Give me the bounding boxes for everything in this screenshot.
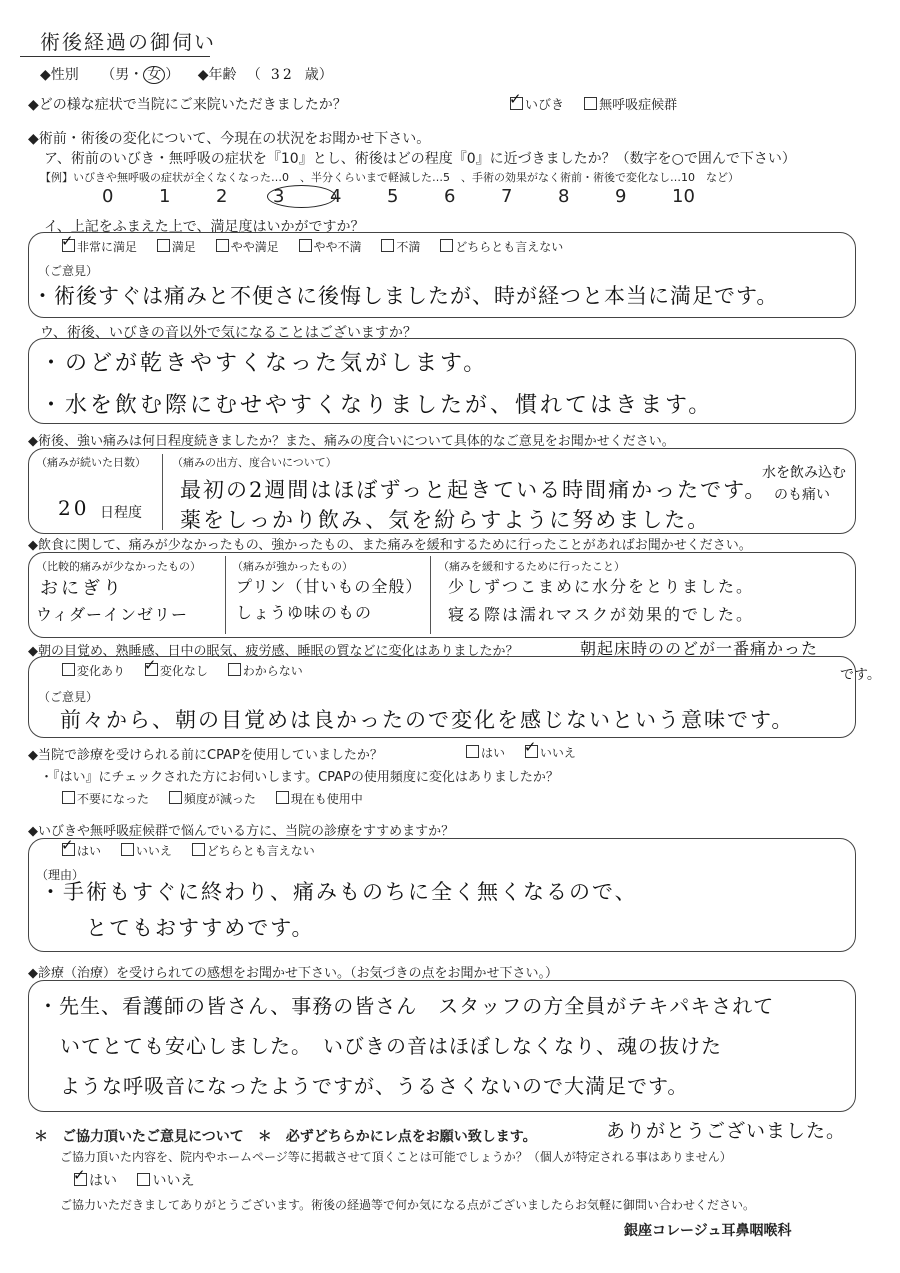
days-unit: 日程度 bbox=[100, 505, 142, 521]
checkbox-checked[interactable] bbox=[74, 1173, 87, 1186]
scale-10[interactable]: 10 bbox=[672, 186, 695, 207]
option-no[interactable]: いいえ bbox=[137, 1170, 194, 1190]
option-no[interactable]: いいえ bbox=[121, 842, 172, 859]
gender-open: （男・ bbox=[101, 67, 144, 83]
pain-detail-label: （痛みの出方、度合いについて） bbox=[172, 456, 337, 469]
q2-sub-i: イ、上記をふまえた上で、満足度はいかがですか？ bbox=[44, 219, 365, 235]
cpap-options bbox=[466, 744, 592, 761]
checkbox[interactable] bbox=[466, 745, 479, 758]
checkbox[interactable] bbox=[169, 791, 182, 804]
checkbox[interactable] bbox=[62, 791, 75, 804]
scale-6[interactable]: 6 bbox=[444, 186, 456, 207]
relief-item[interactable]: 少しずつこまめに水分をとりました。 bbox=[448, 577, 755, 596]
gender-selected[interactable]: 女 bbox=[143, 66, 165, 84]
relief-label: （痛みを緩和するために行ったこと） bbox=[438, 560, 625, 573]
sleep-opinion-answer[interactable]: 前々から、朝の目覚めは良かったので変化を感じないという意味です。 bbox=[60, 708, 795, 732]
consent-options bbox=[74, 1170, 210, 1190]
gender-close: ） bbox=[165, 67, 180, 83]
q2-scale bbox=[102, 185, 729, 208]
option-very-satisfied[interactable]: ✓非常に満足 bbox=[62, 238, 137, 255]
pain-side-note-2[interactable]: のも痛い bbox=[774, 487, 830, 503]
checkbox-checked[interactable] bbox=[525, 745, 538, 758]
scale-1[interactable]: 1 bbox=[159, 186, 171, 207]
pain-side-note-1[interactable]: 水を飲み込む bbox=[762, 465, 846, 481]
consent-heading: ＊ ご協力頂いたご意見について ＊ 必ずどちらかにレ点をお願い致します。 bbox=[34, 1129, 537, 1145]
scale-0[interactable]: 0 bbox=[102, 186, 114, 207]
food-divider-1 bbox=[225, 556, 226, 634]
pain-divider bbox=[162, 454, 163, 530]
reason-line2[interactable]: とてもおすすめです。 bbox=[86, 916, 315, 940]
age-close: 歳） bbox=[304, 67, 333, 83]
closing-message: ご協力いただきましてありがとうございます。術後の経過等で何か気になる点がございましたらお気軽に御問い合わせください。 bbox=[60, 1198, 756, 1212]
scale-7[interactable]: 7 bbox=[501, 186, 513, 207]
q2-example: 【例】いびきや無呼吸の症状が全くなくなった…0 、半分くらいまで軽減した…5 、手術の効果がなく術前・術後で変化なし…10 など） bbox=[40, 171, 739, 184]
checkbox[interactable] bbox=[381, 239, 394, 252]
checkbox[interactable] bbox=[62, 663, 75, 676]
checkbox[interactable] bbox=[228, 663, 241, 676]
sleep-opinion-label: （ご意見） bbox=[38, 690, 99, 704]
checkbox-checked[interactable] bbox=[510, 97, 523, 110]
checkbox-checked[interactable] bbox=[62, 843, 75, 856]
strong-pain-item[interactable]: プリン（甘いもの全般） bbox=[236, 577, 423, 596]
q5-heading: ◆朝の目覚め、熟睡感、日中の眠気、疲労感、睡眠の質などに変化はありましたか？ bbox=[28, 644, 519, 659]
age-value[interactable]: 32 bbox=[270, 67, 295, 83]
extra-note-2[interactable]: です。 bbox=[840, 667, 881, 683]
q2-sub-u: ウ、術後、いびきの音以外で気になることはございますか？ bbox=[40, 325, 417, 341]
q7-heading: ◆いびきや無呼吸症候群で悩んでいる方に、当院の診療をすすめますか？ bbox=[28, 824, 455, 839]
option-dissatisfied[interactable]: 不満 bbox=[381, 238, 420, 255]
scale-8[interactable]: 8 bbox=[558, 186, 570, 207]
option-no[interactable]: ✓ いいえ bbox=[525, 744, 576, 761]
option-somewhat-satisfied[interactable]: やや満足 bbox=[216, 238, 279, 255]
page-title: 術後経過の御伺い bbox=[40, 30, 216, 54]
less-pain-item[interactable]: ウィダーインゼリー bbox=[36, 605, 189, 624]
option-yes[interactable]: ✓はい bbox=[62, 842, 101, 859]
q6-heading: ◆当院で診療を受けられる前にCPAPを使用していましたか？ bbox=[28, 748, 383, 763]
concern-answer-line1[interactable]: ・のどが乾きやすくなった気がします。 bbox=[40, 351, 489, 376]
q2-sub-a: ア、術前のいびき・無呼吸の症状を『10』とし、術後はどの程度『0』に近づきましたか？（数字を○で囲んで下さい） bbox=[44, 151, 796, 167]
scale-5[interactable]: 5 bbox=[387, 186, 399, 207]
food-divider-2 bbox=[430, 556, 431, 634]
option-yes[interactable]: はい bbox=[466, 744, 505, 761]
less-pain-item[interactable]: おにぎり bbox=[40, 578, 124, 599]
q3-heading: ◆術後、強い痛みは何日程度続きましたか？また、痛みの度合いについて具体的なご意見をお聞かせください。 bbox=[28, 434, 675, 449]
impression-line2[interactable]: いてとても安心しました。 いびきの音はほぼしなくなり、魂の抜けた bbox=[60, 1034, 722, 1058]
relief-item[interactable]: 寝る際は濡れマスクが効果的でした。 bbox=[448, 605, 755, 624]
checkbox[interactable] bbox=[584, 97, 597, 110]
checkbox[interactable] bbox=[157, 239, 170, 252]
pain-detail-line2[interactable]: 薬をしっかり飲み、気を紛らすように努めました。 bbox=[180, 508, 711, 532]
scale-4[interactable]: 4 bbox=[330, 186, 342, 207]
q6-followup: ・『はい』にチェックされた方にお伺いします。CPAPの使用頻度に変化はありましたか？ bbox=[40, 770, 559, 785]
q2-heading: ◆術前・術後の変化について、今現在の状況をお聞かせ下さい。 bbox=[28, 131, 431, 147]
q1-options bbox=[510, 94, 693, 113]
option-unknown[interactable]: わからない bbox=[228, 662, 303, 679]
q1-question: ◆どの様な症状で当院にご来院いただきましたか？ bbox=[28, 97, 347, 113]
option-yes[interactable]: ✓はい bbox=[74, 1170, 117, 1190]
option-no-change[interactable]: ✓ 変化なし bbox=[145, 662, 208, 679]
checkbox[interactable] bbox=[276, 791, 289, 804]
title-underline bbox=[20, 56, 210, 57]
scale-2[interactable]: 2 bbox=[216, 186, 228, 207]
age-open: （ bbox=[246, 67, 261, 83]
option-neither[interactable]: どちらとも言えない bbox=[192, 842, 315, 859]
impression-line1[interactable]: ・先生、看護師の皆さん、事務の皆さん スタッフの方全員がテキパキされて bbox=[38, 994, 775, 1018]
checkbox[interactable] bbox=[216, 239, 229, 252]
q8-heading: ◆診療（治療）を受けられての感想をお聞かせ下さい。（お気づきの点をお聞かせ下さい。） bbox=[28, 966, 558, 981]
scale-3[interactable]: 3 bbox=[273, 185, 330, 208]
option-changed[interactable]: 変化あり bbox=[62, 662, 125, 679]
recommend-options bbox=[62, 842, 331, 859]
checkbox[interactable] bbox=[137, 1173, 150, 1186]
concern-answer-line2[interactable]: ・水を飲む際にむせやすくなりましたが、慣れてはきます。 bbox=[40, 393, 714, 418]
strong-pain-label: （痛みが強かったもの） bbox=[232, 560, 353, 573]
q4-heading: ◆飲食に関して、痛みが少なかったもの、強かったもの、また痛みを緩和するために行ったことがあればお聞かせください。 bbox=[28, 538, 752, 553]
gender-label: ◆性別 bbox=[40, 67, 79, 83]
option-neither[interactable]: どちらとも言えない bbox=[440, 238, 563, 255]
checkbox[interactable] bbox=[299, 239, 312, 252]
checkbox-checked[interactable] bbox=[145, 663, 158, 676]
gender-row bbox=[40, 64, 333, 84]
scale-9[interactable]: 9 bbox=[615, 186, 627, 207]
option-still-using[interactable]: 現在も使用中 bbox=[276, 790, 363, 807]
days-value[interactable]: 20 bbox=[58, 496, 90, 520]
checkbox[interactable] bbox=[192, 843, 205, 856]
opinion-answer[interactable]: ・術後すぐは痛みと不便さに後悔しましたが、時が経つと本当に満足です。 bbox=[32, 284, 779, 308]
checkbox[interactable] bbox=[121, 843, 134, 856]
reason-line1[interactable]: ・手術もすぐに終わり、痛みものちに全く無くなるので、 bbox=[40, 880, 638, 904]
clinic-name: 銀座コレージュ耳鼻咽喉科 bbox=[624, 1223, 792, 1239]
opinion-label: （ご意見） bbox=[38, 264, 99, 278]
strong-pain-item[interactable]: しょうゆ味のもの bbox=[236, 603, 373, 622]
q1-option-apnea[interactable]: 無呼吸症候群 bbox=[584, 94, 677, 113]
checkbox[interactable] bbox=[440, 239, 453, 252]
pain-detail-line1[interactable]: 最初の2週間はほぼずっと起きている時間痛かったです。 bbox=[180, 478, 768, 502]
option-somewhat-dissatisfied[interactable]: やや不満 bbox=[299, 238, 362, 255]
thanks-handwritten[interactable]: ありがとうございました。 bbox=[606, 1120, 847, 1142]
option-less-frequent[interactable]: 頻度が減った bbox=[169, 790, 256, 807]
q1-option-snoring[interactable]: ✓ いびき bbox=[510, 94, 564, 113]
checkbox-checked[interactable] bbox=[62, 239, 75, 252]
cpap-followup-options bbox=[62, 790, 379, 807]
option-no-longer-needed[interactable]: 不要になった bbox=[62, 790, 149, 807]
satisfaction-options bbox=[62, 238, 579, 255]
consent-question: ご協力頂いた内容を、院内やホームページ等に掲載させて頂くことは可能でしょうか？（個人が特定される事はありません） bbox=[60, 1150, 732, 1164]
days-label: （痛みが続いた日数） bbox=[36, 456, 146, 469]
option-satisfied[interactable]: 満足 bbox=[157, 238, 196, 255]
impression-line3[interactable]: ような呼吸音になったようですが、うるさくないので大満足です。 bbox=[60, 1074, 689, 1098]
extra-note-1[interactable]: 朝起床時ののどが一番痛かった bbox=[580, 639, 819, 658]
sleep-options bbox=[62, 662, 319, 679]
less-pain-label: （比較的痛みが少なかったもの） bbox=[36, 560, 201, 573]
age-label: ◆年齢 bbox=[197, 67, 237, 83]
reason-label: （理由） bbox=[36, 868, 85, 882]
